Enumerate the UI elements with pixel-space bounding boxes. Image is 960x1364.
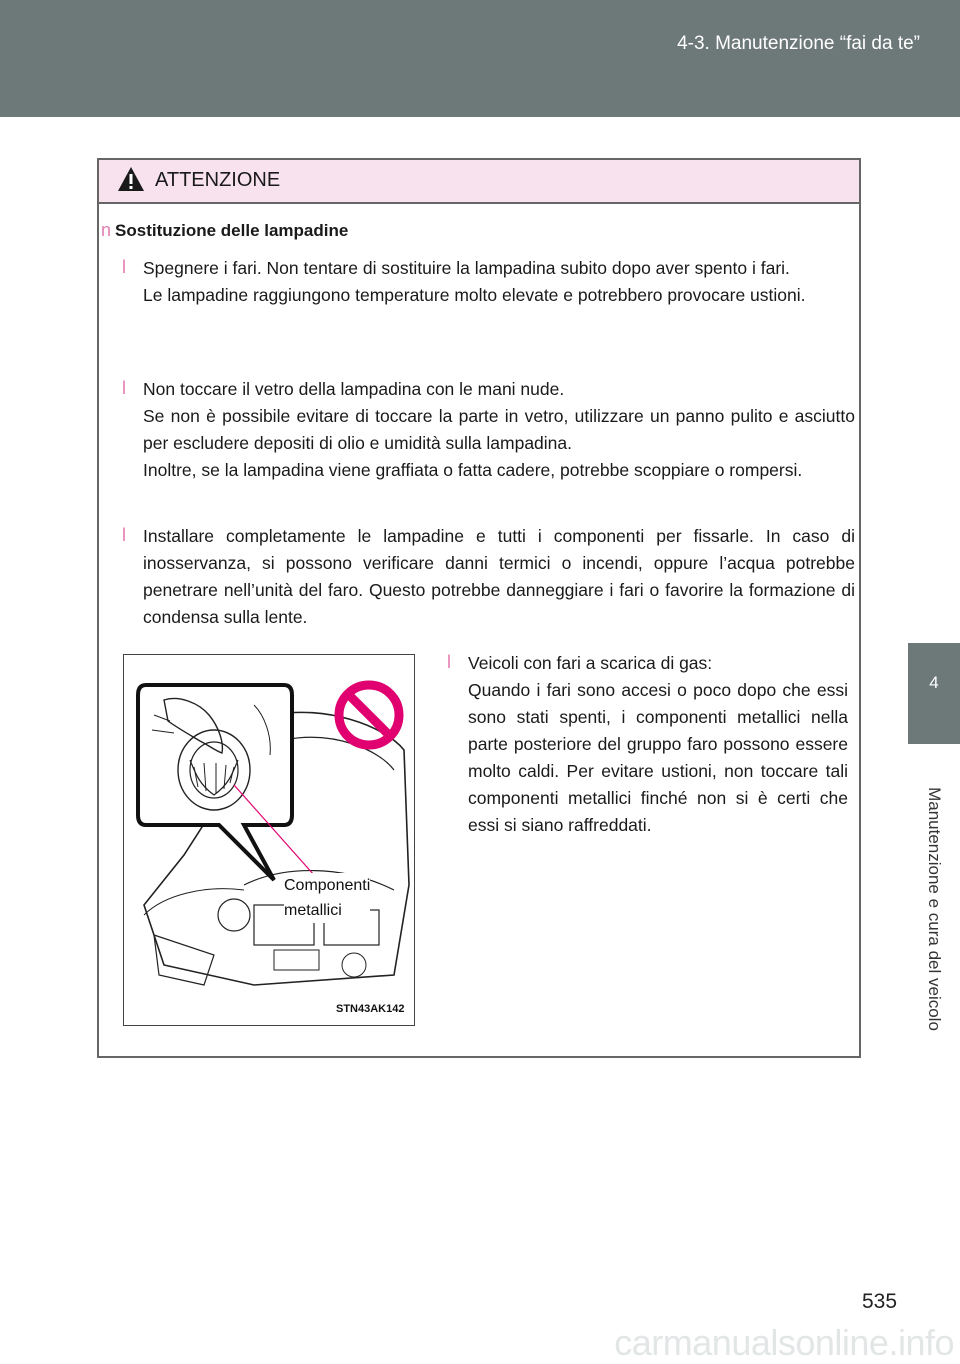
paragraph: Veicoli con fari a scarica di gas: xyxy=(468,653,713,673)
figure-label-line: metallici xyxy=(284,902,342,919)
paragraph: Non toccare il vetro della lampadina con le mani nude. xyxy=(143,379,565,399)
bullet-marker: l xyxy=(122,525,126,545)
warning-item-4 xyxy=(468,650,848,839)
header-band xyxy=(0,0,960,117)
warning-box xyxy=(97,158,861,1058)
side-tab-text[interactable] xyxy=(908,744,960,1074)
watermark: carmanualsonline.info xyxy=(614,1322,954,1363)
section-bullet: n xyxy=(101,220,112,240)
page-number: 535 xyxy=(862,1290,898,1313)
side-tab-label: Manutenzione e cura del veicolo xyxy=(925,787,944,1031)
section-title xyxy=(101,220,348,241)
headlight-figure xyxy=(123,654,415,1026)
paragraph: Inoltre, se la lampadina viene graffiata o fatta cadere, potrebbe scoppiare o rompersi. xyxy=(143,460,803,480)
engine-bay-illustration xyxy=(124,655,414,1025)
paragraph: Spegnere i fari. Non tentare di sostituire la lampadina subito dopo aver spento i fari. xyxy=(143,258,790,278)
figure-code: STN43AK142 xyxy=(336,1003,405,1015)
warning-triangle-icon xyxy=(117,166,145,192)
header-title: 4-3. Manutenzione “fai da te” xyxy=(677,33,920,54)
warning-item-2 xyxy=(143,376,855,484)
paragraph: Se non è possibile evitare di toccare la parte in vetro, utilizzare un panno pulito e asciutto per escludere depositi di olio e umidità sulla lampadina. xyxy=(143,406,855,453)
warning-item-1 xyxy=(143,255,855,309)
paragraph: Installare completamente le lampadine e tutti i componenti per fissarle. In caso di inosservanza, si possono verificare danni termici o incendi, oppure l’acqua potrebbe penetrare nell’unità del faro. Questo potrebbe danneggiare i fari o favorire la formazione di condensa sulla lente. xyxy=(143,526,855,627)
bullet-marker: l xyxy=(447,652,451,672)
figure-label xyxy=(284,873,370,923)
bullet-marker: l xyxy=(122,257,126,277)
warning-item-3 xyxy=(143,523,855,631)
side-tab-number[interactable]: 4 xyxy=(908,643,960,744)
bullet-marker: l xyxy=(122,378,126,398)
warning-title: ATTENZIONE xyxy=(155,169,281,191)
paragraph: Quando i fari sono accesi o poco dopo che essi sono stati spenti, i componenti metallici nella parte posteriore del gruppo faro possono essere molto caldi. Per evitare ustioni, non toccare tali componenti metallici finché non si è certi che essi si siano raffreddati. xyxy=(468,680,848,835)
warning-header xyxy=(99,160,859,204)
figure-label-line: Componenti xyxy=(284,877,371,894)
paragraph: Le lampadine raggiungono temperature molto elevate e potrebbero provocare ustioni. xyxy=(143,285,806,305)
section-title-text: Sostituzione delle lampadine xyxy=(115,221,349,240)
